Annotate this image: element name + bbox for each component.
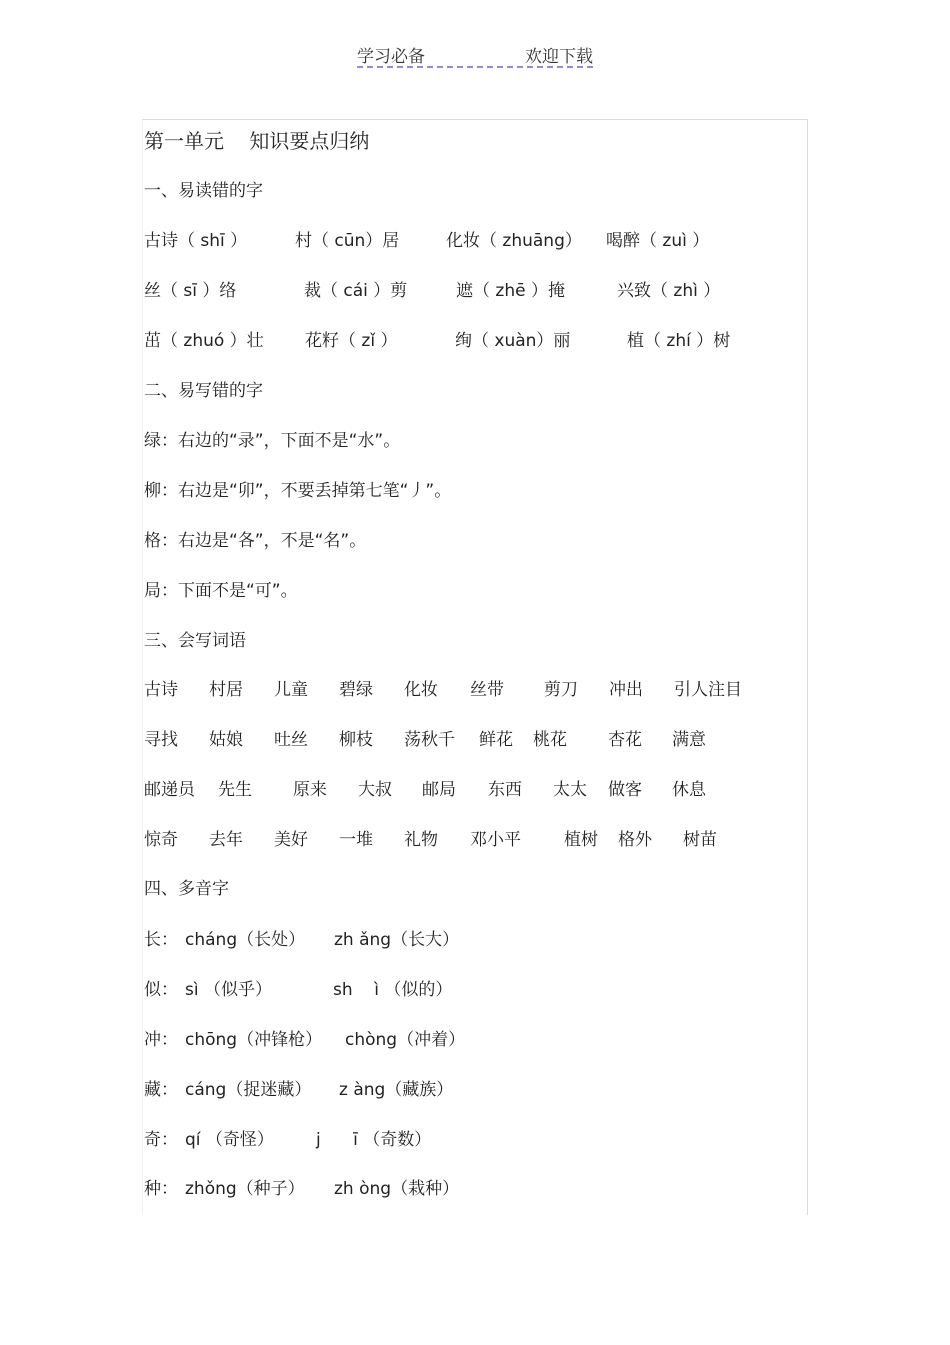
vocab-row [0, 679, 950, 701]
polyphone-row [0, 1079, 950, 1101]
vocab-row [0, 729, 950, 751]
polyphone-reading: qí （奇怪） [185, 1130, 274, 1150]
pinyin-entry: 花籽（ zǐ ） [305, 331, 398, 351]
polyphone-row [0, 979, 950, 1001]
vocab-row [0, 829, 950, 851]
writing-note: 柳：右边是“卯”，不要丢掉第七笔“丿”。 [144, 481, 452, 501]
section-heading-misread: 一、易读错的字 [144, 181, 263, 201]
vocab-word: 古诗 [144, 680, 178, 700]
vocab-word: 吐丝 [274, 730, 308, 750]
polyphone-reading: j ī （奇数） [316, 1130, 432, 1150]
vocab-word: 杏花 [608, 730, 642, 750]
vocab-word: 原来 [293, 780, 327, 800]
polyphone-reading: cháng（长处） [185, 930, 306, 950]
pinyin-entry: 茁（ zhuó ）壮 [144, 331, 264, 351]
vocab-word: 寻找 [144, 730, 178, 750]
pinyin-entry: 绚（ xuàn）丽 [455, 331, 571, 351]
vocab-word: 桃花 [533, 730, 567, 750]
vocab-word: 大叔 [358, 780, 392, 800]
polyphone-char: 似： [144, 980, 178, 1000]
polyphone-reading: z àng（藏族） [339, 1080, 454, 1100]
polyphone-row [0, 1178, 950, 1200]
writing-note: 绿：右边的“录”，下面不是“水”。 [144, 431, 401, 451]
vocab-word: 去年 [209, 830, 243, 850]
pinyin-entry: 古诗（ shī ） [144, 231, 248, 251]
polyphone-reading: zh ǎng（长大） [334, 930, 460, 950]
polyphone-reading: zhǒng（种子） [185, 1179, 305, 1199]
vocab-word: 剪刀 [544, 680, 578, 700]
pinyin-entry: 喝醉（ zuì ） [606, 231, 710, 251]
vocab-word: 村居 [209, 680, 243, 700]
vocab-word: 邮局 [422, 780, 456, 800]
vocab-word: 做客 [608, 780, 642, 800]
polyphone-reading: sh ì （似的） [333, 980, 453, 1000]
vocab-word: 植树 [564, 830, 598, 850]
polyphone-char: 奇： [144, 1130, 178, 1150]
pinyin-entry: 兴致（ zhì ） [617, 281, 721, 301]
polyphone-char: 长： [144, 930, 178, 950]
vocab-word: 邓小平 [470, 830, 521, 850]
polyphone-char: 冲： [144, 1030, 178, 1050]
polyphone-reading: chōng（冲锋枪） [185, 1030, 323, 1050]
pinyin-row [0, 330, 950, 352]
vocab-word: 休息 [672, 780, 706, 800]
pinyin-entry: 村（ cūn）居 [295, 231, 400, 251]
pinyin-entry: 丝（ sī ）络 [144, 281, 237, 301]
vocab-word: 邮递员 [144, 780, 195, 800]
vocab-word: 礼物 [404, 830, 438, 850]
vocab-word: 化妆 [404, 680, 438, 700]
vocab-word: 满意 [672, 730, 706, 750]
polyphone-reading: cáng（捉迷藏） [185, 1080, 312, 1100]
vocab-word: 一堆 [339, 830, 373, 850]
vocab-word: 惊奇 [144, 830, 178, 850]
vocab-word: 美好 [274, 830, 308, 850]
writing-note: 格：右边是“各”，不是“名”。 [144, 531, 367, 551]
vocab-word: 冲出 [609, 680, 643, 700]
polyphone-reading: chòng（冲着） [345, 1030, 466, 1050]
pinyin-row [0, 230, 950, 252]
document-title: 第一单元 知识要点归纳 [144, 129, 370, 153]
vocab-word: 引人注目 [674, 680, 742, 700]
polyphone-char: 藏： [144, 1080, 178, 1100]
polyphone-reading: zh òng（栽种） [334, 1179, 460, 1199]
polyphone-row [0, 929, 950, 951]
vocab-word: 鲜花 [479, 730, 513, 750]
vocab-word: 碧绿 [339, 680, 373, 700]
vocab-word: 姑娘 [209, 730, 243, 750]
pinyin-entry: 化妆（ zhuāng） [446, 231, 582, 251]
writing-note: 局：下面不是“可”。 [144, 581, 298, 601]
polyphone-row [0, 1029, 950, 1051]
header-right-text: 欢迎下载 [525, 47, 593, 67]
polyphone-char: 种： [144, 1179, 178, 1199]
polyphone-reading: sì （似乎） [185, 980, 272, 1000]
vocab-word: 太太 [553, 780, 587, 800]
vocab-word: 先生 [218, 780, 252, 800]
section-heading-vocabulary: 三、会写词语 [144, 631, 246, 651]
vocab-word: 树苗 [683, 830, 717, 850]
pinyin-row [0, 280, 950, 302]
header-left-text: 学习必备 [357, 47, 425, 67]
pinyin-entry: 裁（ cái ）剪 [304, 281, 408, 301]
pinyin-entry: 遮（ zhē ）掩 [456, 281, 565, 301]
vocab-word: 儿童 [274, 680, 308, 700]
vocab-word: 荡秋千 [404, 730, 455, 750]
pinyin-entry: 植（ zhí ）树 [627, 331, 731, 351]
vocab-word: 格外 [618, 830, 652, 850]
page-header [357, 40, 593, 68]
section-heading-miswritten: 二、易写错的字 [144, 381, 263, 401]
polyphone-row [0, 1129, 950, 1151]
section-heading-polyphones: 四、多音字 [144, 879, 229, 899]
vocab-row [0, 779, 950, 801]
vocab-word: 柳枝 [339, 730, 373, 750]
vocab-word: 丝带 [470, 680, 504, 700]
vocab-word: 东西 [488, 780, 522, 800]
